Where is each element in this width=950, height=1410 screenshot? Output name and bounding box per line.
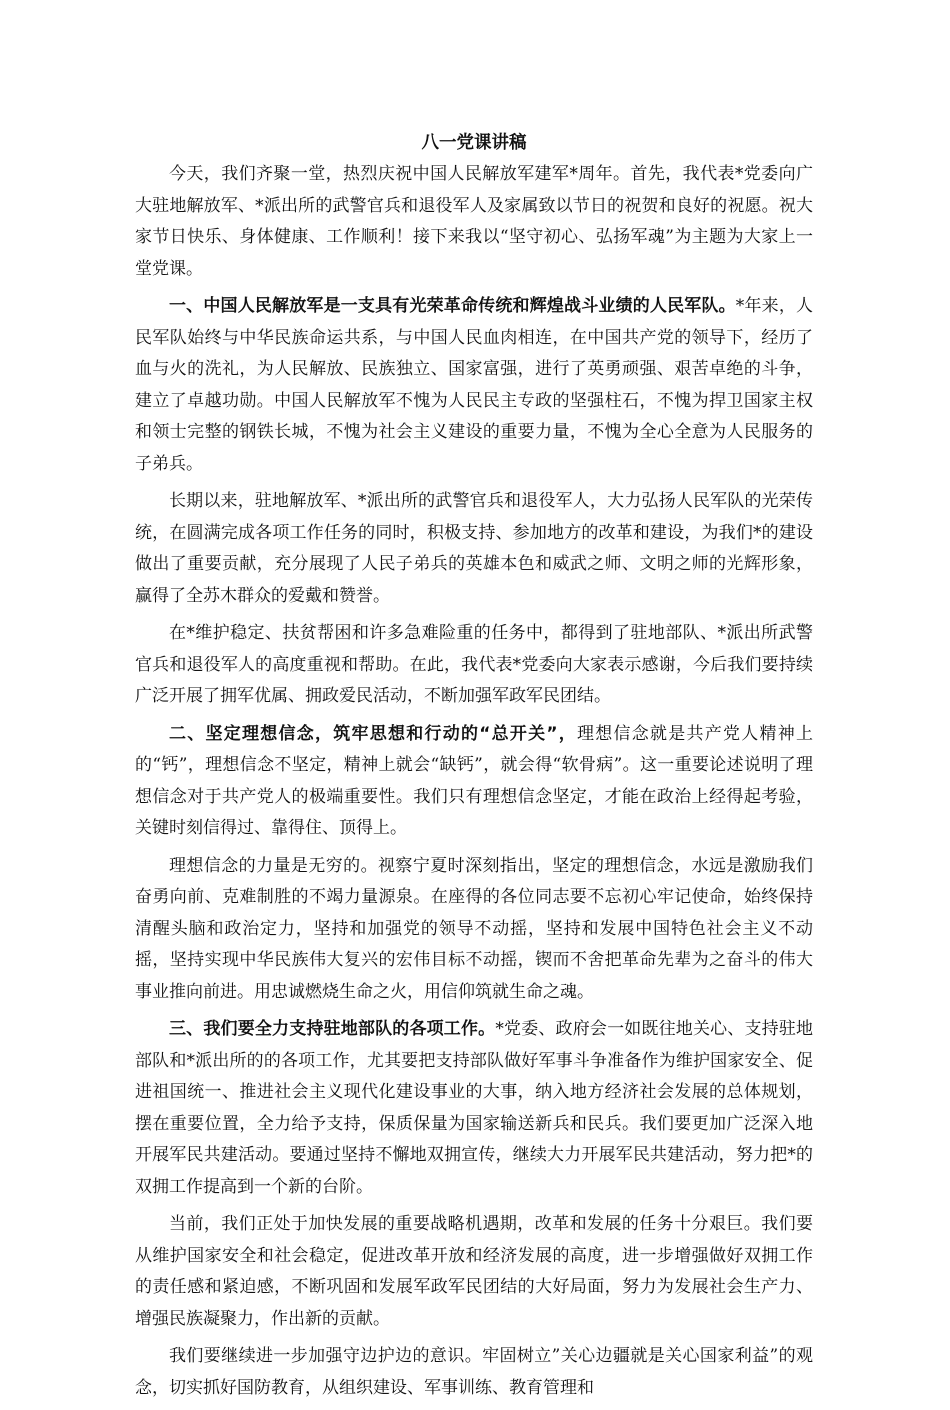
paragraph-section-2 (135, 719, 813, 845)
section-3-heading: 三、我们要全力支持驻地部队的各项工作。 (169, 1019, 496, 1039)
paragraph-text: *年来，人民军队始终与中华民族命运共系，与中国人民血肉相连，在中国共产党的领导下，经历了血与火的洗礼，为人民解放、民族独立、国家富强，进行了英勇顽强、艰苦卓绝的斗争，建立了卓越功勋。中国人民解放军不愧为人民民主专政的坚强柱石，不愧为捍卫国家主权和领士完整的钢铁长城，不愧为社会主义建设的重要力量，不愧为全心全意为人民服务的子弟兵。 (135, 296, 813, 474)
paragraph-text: 今天，我们齐聚一堂，热烈庆祝中国人民解放军建军*周年。首先，我代表*党委向广大驻地解放军、*派出所的武警官兵和退役军人及家属致以节日的祝贺和良好的祝愿。祝大家节日快乐、身体健康、工作顺利！接下来我以“坚守初心、弘扬军魂”为主题为大家上一堂党课。 (135, 164, 813, 279)
paragraph-text: 我们要继续进一步加强守边护边的意识。牢固树立”关心边疆就是关心国家利益”的观念，切实抓好国防教育，从组织建设、军事训练、教育管理和 (135, 1346, 813, 1398)
document-page (135, 128, 813, 1410)
paragraph-text: 理想信念就是共产党人精神上的“钙”，理想信念不坚定，精神上就会“缺钙”，就会得“软骨病”。这一重要论述说明了理想信念对于共产党人的极端重要性。我们只有理想信念坚定，才能在政治上经得起考验，关键时刻信得过、靠得住、顶得上。 (135, 723, 813, 838)
paragraph-text: 在*维护稳定、扶贫帮困和许多急难险重的任务中，都得到了驻地部队、*派出所武警官兵和退役军人的高度重视和帮助。在此，我代表*党委向大家表示感谢，今后我们要持续广泛开展了拥军优属、拥政爱民活动，不断加强军政军民团结。 (135, 623, 813, 706)
paragraph-text: 长期以来，驻地解放军、*派出所的武警官兵和退役军人，大力弘扬人民军队的光荣传统，在圆满完成各项工作任务的同时，积极支持、参加地方的改革和建设，为我们*的建设做出了重要贡献，充分展现了人民子弟兵的英雄本色和威武之师、文明之师的光辉形象，赢得了全苏木群众的爱戴和赞誉。 (135, 491, 813, 606)
section-1-heading: 一、中国人民解放军是一支具有光荣革命传统和辉煌战斗业绩的人民军队。 (169, 296, 736, 316)
paragraph-body (135, 486, 813, 612)
paragraph-intro (135, 159, 813, 285)
paragraph-text: 当前，我们正处于加快发展的重要战略机遇期，改革和发展的任务十分艰巨。我们要从维护国家安全和社会稳定，促进改革开放和经济发展的高度，进一步增强做好双拥工作的责任感和紧迫感，不断巩固和发展军政军民团结的大好局面，努力为发展社会生产力、增强民族凝聚力，作出新的贡献。 (135, 1214, 813, 1329)
section-2-heading: 二、坚定理想信念，筑牢思想和行动的“总开关”， (169, 723, 578, 744)
paragraph-body (135, 1341, 813, 1404)
paragraph-text: *党委、政府会一如既往地关心、支持驻地部队和*派出所的的各项工作，尤其要把支持部队做好军事斗争准备作为维护国家安全、促进祖国统一、推进社会主义现代化建设事业的大事，纳入地方经济社会发展的总体规划，摆在重要位置，全力给予支持，保质保量为国家输送新兵和民兵。我们要更加广泛深入地开展军民共建活动。要通过坚持不懈地双拥宣传，继续大力开展军民共建活动，努力把*的双拥工作提高到一个新的台阶。 (135, 1019, 814, 1197)
paragraph-body (135, 1209, 813, 1335)
paragraph-text: 理想信念的力量是无穷的。视察宁夏时深刻指出，坚定的理想信念，水远是激励我们奋勇向前、克难制胜的不竭力量源泉。在座得的各位同志要不忘初心牢记使命，始终保持清醒头脑和政治定力，坚持和加强党的领导不动摇，坚持和发展中国特色社会主义不动摇，坚持实现中华民族伟大复兴的宏伟目标不动摇，锲而不舍把革命先辈为之奋斗的伟大事业推向前进。用忠诚燃烧生命之火，用信仰筑就生命之魂。 (135, 855, 813, 1002)
paragraph-body (135, 851, 813, 1009)
paragraph-section-1 (135, 291, 813, 480)
paragraph-section-3 (135, 1014, 813, 1203)
paragraph-body (135, 618, 813, 713)
document-title: 八一党课讲稿 (421, 133, 527, 153)
